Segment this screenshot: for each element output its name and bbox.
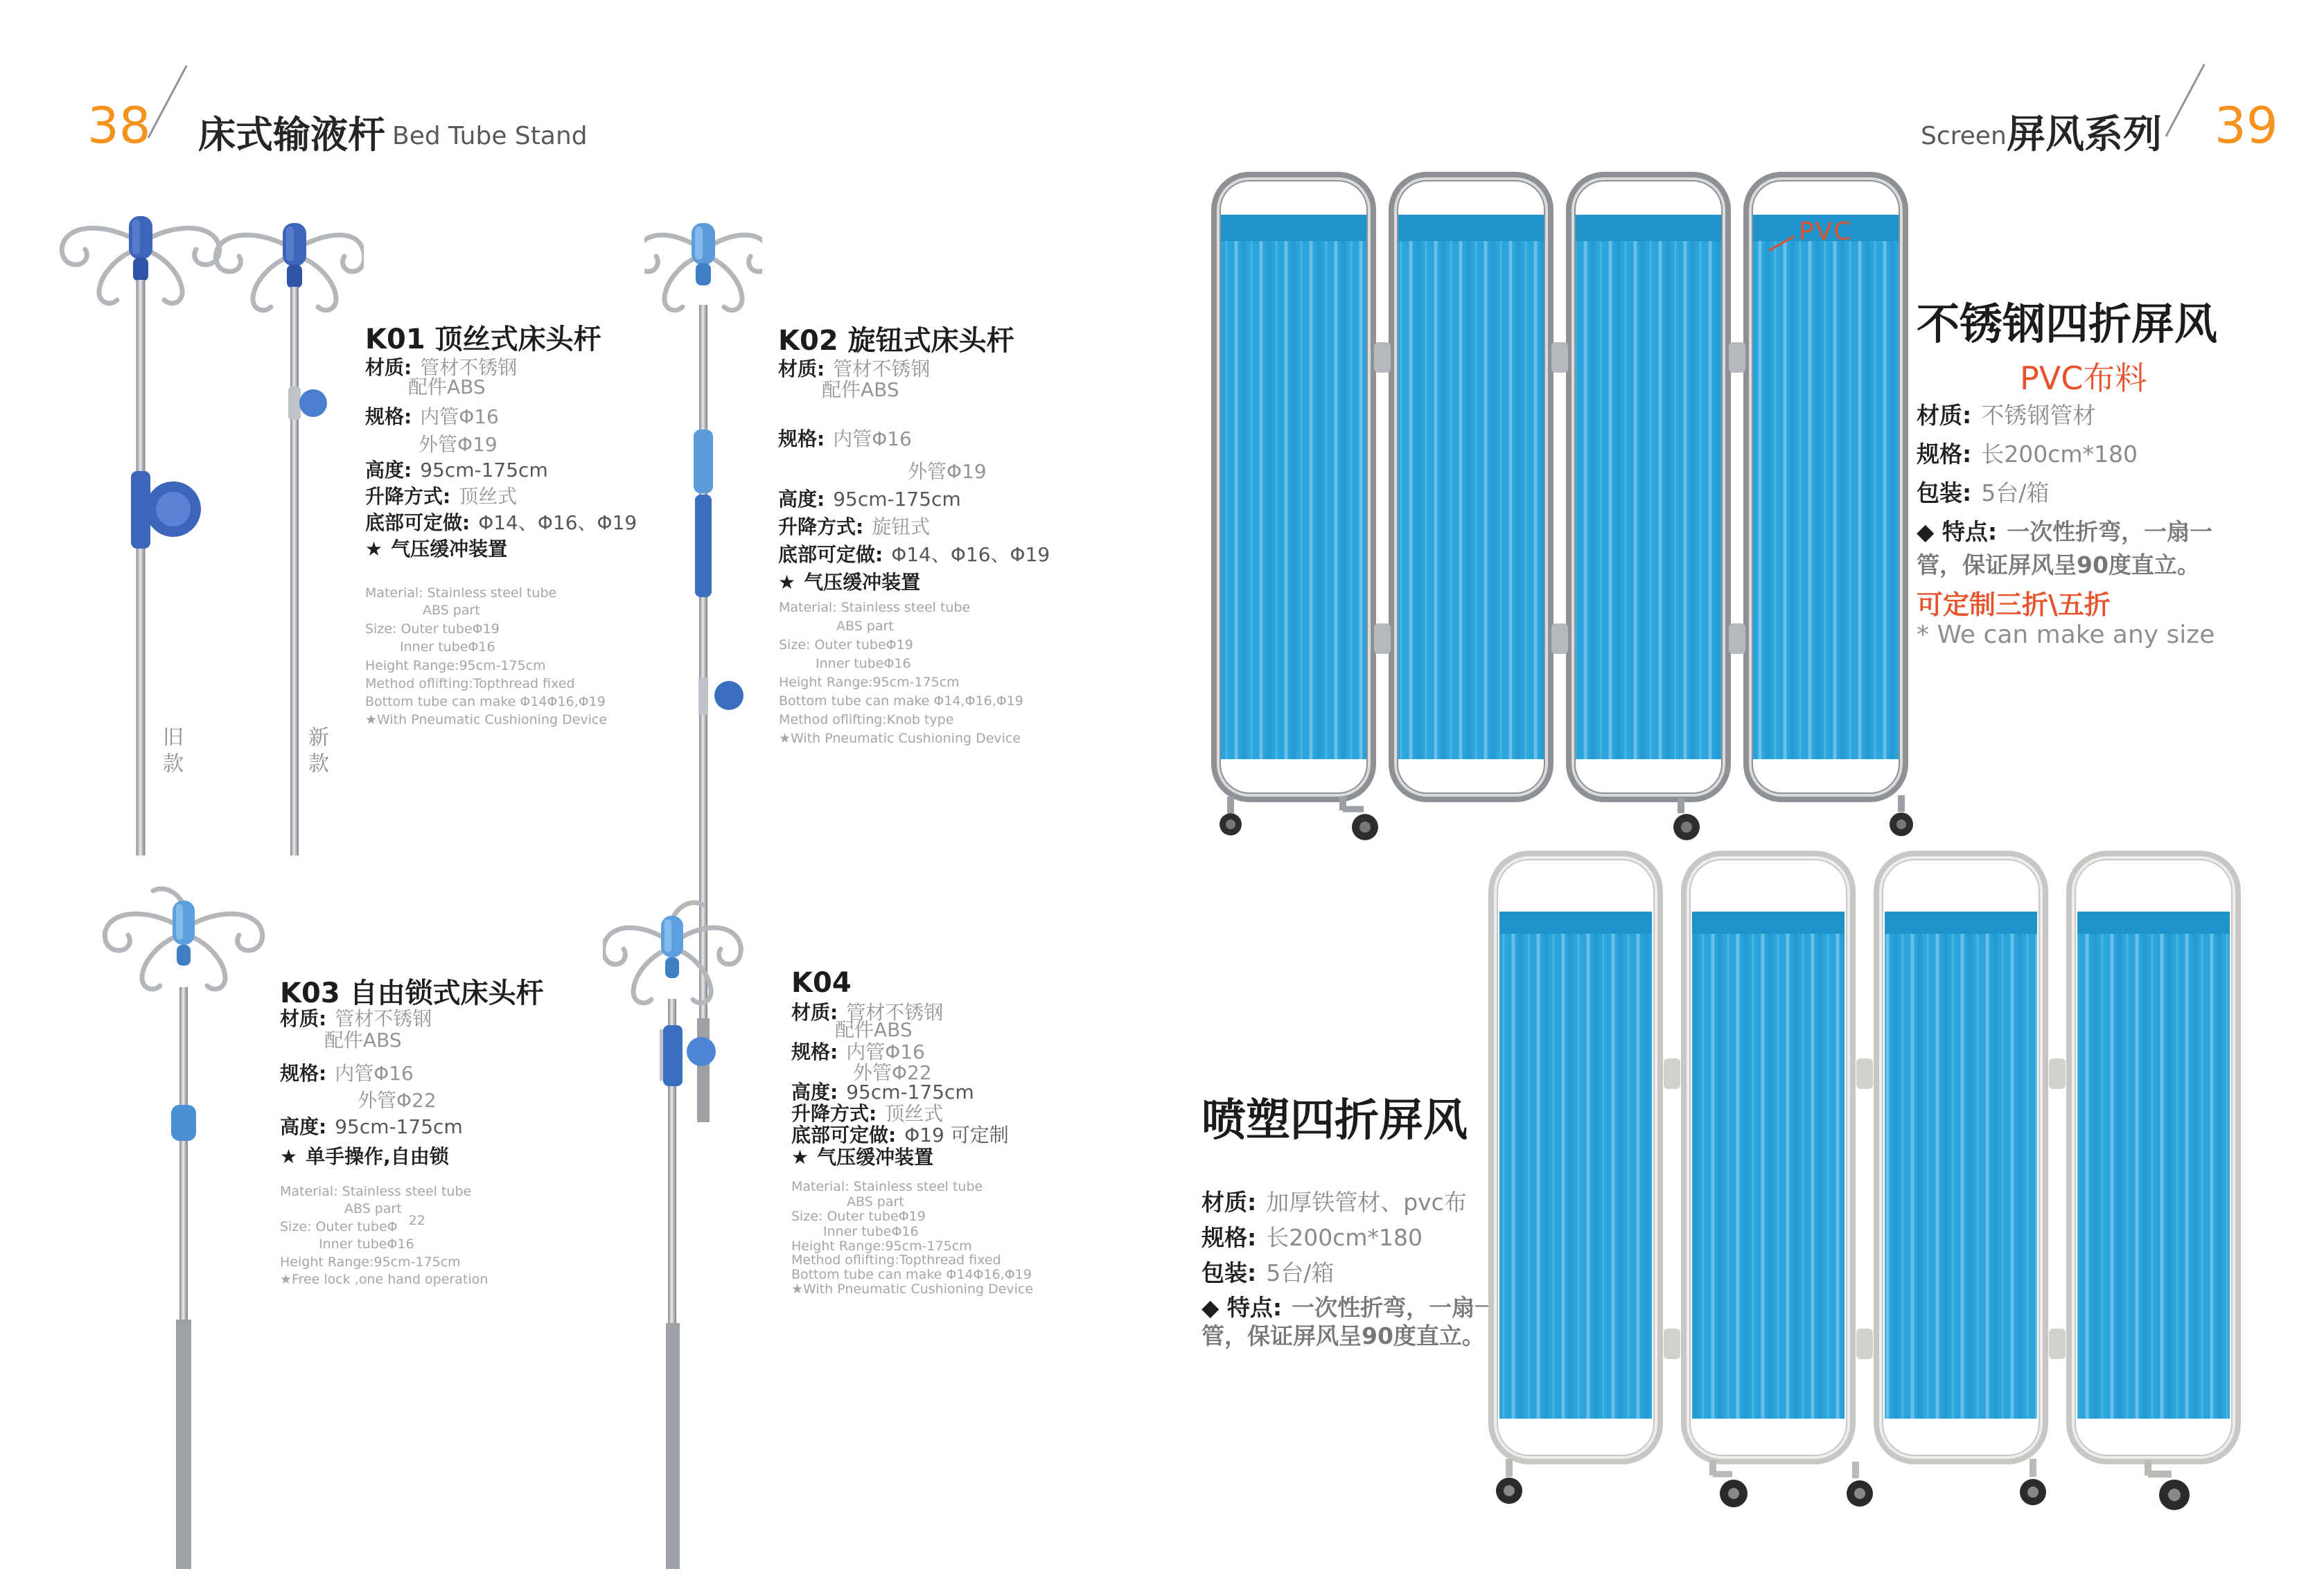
eng-line: ABS part <box>847 1194 904 1209</box>
caster-wheel <box>1673 798 1700 840</box>
k02-title: K02 旋钮式床头杆 <box>778 325 1014 357</box>
eng-line: Height Range:95cm-175cm <box>365 658 546 673</box>
adjust-knob <box>299 389 327 417</box>
spec-value: 95cm-175cm <box>420 459 548 481</box>
spec-label: 规格: <box>280 1062 327 1085</box>
eng-line: Inner tubeΦ16 <box>816 656 911 671</box>
page-title-cn-left: 床式输液杆 <box>198 113 385 157</box>
spec-label: 材质: <box>778 357 825 380</box>
feature-text: 一次性折弯，一扇一 <box>1292 1294 1498 1321</box>
spec-label: 高度: <box>791 1081 838 1103</box>
spec-value: 顶丝式 <box>459 485 518 508</box>
custom-fold-note: 可定制三折\五折 <box>1917 589 2111 620</box>
spec-value: 5台/箱 <box>1266 1259 1335 1286</box>
page-title-cn-right: 屏风系列 <box>2007 112 2162 157</box>
spec-value: 管材不锈钢 <box>833 357 931 380</box>
screen1-title: 不锈钢四折屏风 <box>1917 299 2218 349</box>
k01-title: K01 顶丝式床头杆 <box>365 323 601 355</box>
spec-value: 气压缓冲装置 <box>391 538 508 560</box>
bottom-tube <box>666 1323 680 1569</box>
screen-panel <box>1393 177 1549 797</box>
spec-value: 外管Φ22 <box>358 1089 437 1112</box>
caster-wheel <box>1847 1462 1873 1507</box>
spec-label: 材质: <box>1201 1189 1257 1216</box>
spec-label: 材质: <box>1917 402 1972 429</box>
page-title-en-right: Screen <box>1921 122 2007 150</box>
eng-line: Height Range:95cm-175cm <box>280 1254 461 1270</box>
spec-value: 外管Φ19 <box>419 433 498 456</box>
eng-line: Material: Stainless steel tube <box>365 585 557 601</box>
spec-value: 加厚铁管材、pvc布 <box>1266 1189 1467 1216</box>
k04-pole-top <box>604 903 741 1003</box>
spec-value: 管材不锈钢 <box>335 1007 432 1030</box>
eng-line: Size: Outer tubeΦ19 <box>779 637 913 653</box>
spec-label: 高度: <box>365 459 412 481</box>
eng-line: Material: Stainless steel tube <box>280 1184 472 1199</box>
k03-pole-top <box>105 889 262 989</box>
spec-label: 升降方式: <box>365 485 451 508</box>
caster-wheel <box>2020 1459 2046 1505</box>
spec-label: 规格: <box>791 1040 838 1063</box>
eng-line: Method oflifting:Topthread fixed <box>365 676 575 691</box>
spec-value: 旋钮式 <box>872 515 931 538</box>
eng-line: Height Range:95cm-175cm <box>791 1239 972 1254</box>
star-icon: ★ <box>791 1146 809 1169</box>
eng-line: ★With Pneumatic Cushioning Device <box>791 1282 1034 1297</box>
k01-old-pole <box>62 216 219 855</box>
spec-label: 材质: <box>280 1007 327 1030</box>
spec-value: 内管Φ16 <box>833 427 912 450</box>
spec-label: 升降方式: <box>791 1102 877 1125</box>
star-icon: ★ <box>778 571 796 594</box>
eng-line: ABS part <box>836 619 894 634</box>
screen-panel <box>1571 177 1726 797</box>
any-size-note: * We can make any size <box>1917 621 2215 649</box>
spec-value: 长200cm*180 <box>1981 441 2138 468</box>
spec-label: 底部可定做: <box>365 511 470 534</box>
knob <box>687 1037 716 1066</box>
spec-value: 顶丝式 <box>885 1102 944 1125</box>
star-icon: ★ <box>365 538 383 560</box>
feature-text: 管，保证屏风呈90度直立。 <box>1917 551 2200 578</box>
spec-label: 底部可定做: <box>791 1124 897 1146</box>
bottom-tube <box>176 1320 191 1569</box>
caster-wheel <box>1496 1459 1522 1504</box>
stainless-folding-screen-image <box>1207 172 1921 847</box>
spec-value: 外管Φ19 <box>908 460 987 483</box>
spec-label: 材质: <box>791 1001 838 1024</box>
eng-line: Height Range:95cm-175cm <box>779 675 960 690</box>
spec-value: 外管Φ22 <box>853 1061 932 1084</box>
eng-line: Material: Stainless steel tube <box>791 1179 983 1194</box>
caster-wheel <box>2145 1460 2190 1510</box>
eng-line: ABS part <box>344 1201 402 1216</box>
page-number-38: 38 <box>87 96 151 154</box>
spec-label: 包装: <box>1917 479 1972 506</box>
size-superscript: 22 <box>408 1213 425 1228</box>
spec-value: 95cm-175cm <box>833 488 961 511</box>
star-icon: ★ <box>280 1145 298 1168</box>
feature-text: 一次性折弯，一扇一 <box>2007 518 2213 545</box>
spec-value: Φ14、Φ16、Φ19 <box>478 511 637 534</box>
screen-panel <box>1493 855 1658 1460</box>
spec-value: 不锈钢管材 <box>1981 402 2096 429</box>
spec-value: 配件ABS <box>408 375 486 398</box>
grip-sleeve-lower <box>695 495 712 597</box>
k03-iv-pole-image <box>66 876 294 1569</box>
eng-line: Method oflifting:Topthread fixed <box>791 1252 1001 1268</box>
eng-line: Size: Outer tubeΦ 22 <box>280 1213 425 1234</box>
spec-label: 底部可定做: <box>778 543 883 566</box>
header-slash-left <box>148 65 188 139</box>
spec-label: 规格: <box>365 405 412 428</box>
eng-line: Material: Stainless steel tube <box>779 600 971 615</box>
spec-value: 内管Φ16 <box>420 405 499 428</box>
header-slash-right <box>2165 64 2206 137</box>
feature-label: ◆ 特点: <box>1201 1294 1283 1321</box>
clamp <box>663 1025 683 1086</box>
eng-line: Inner tubeΦ16 <box>319 1236 414 1252</box>
new-style-label: 新款 <box>304 726 328 779</box>
eng-line: Size: Outer tubeΦ19 <box>365 621 500 637</box>
spec-label: 材质: <box>365 356 412 379</box>
spec-value: 气压缓冲装置 <box>817 1146 934 1169</box>
caster-wheel <box>1890 795 1913 836</box>
spec-value: 95cm-175cm <box>335 1115 463 1138</box>
eng-line: Inner tubeΦ16 <box>823 1224 919 1239</box>
spec-value: Φ19 可定制 <box>904 1124 1009 1146</box>
page-title-en-left: Bed Tube Stand <box>392 122 588 150</box>
eng-line: Bottom tube can make Φ14Φ16,Φ19 <box>365 694 606 709</box>
eng-line: Bottom tube can make Φ14Φ16,Φ19 <box>791 1267 1032 1282</box>
feature-text: 管，保证屏风呈90度直立。 <box>1201 1322 1485 1349</box>
spec-value: 内管Φ16 <box>846 1040 925 1063</box>
k02-pole-top <box>644 223 762 310</box>
spec-value: 配件ABS <box>822 378 899 401</box>
eng-line: Inner tubeΦ16 <box>400 639 495 655</box>
caster-wheel <box>1339 797 1378 840</box>
eng-line: Size: Outer tubeΦ19 <box>791 1209 926 1224</box>
screen-panel <box>1216 177 1371 797</box>
eng-line: Bottom tube can make Φ14,Φ16,Φ19 <box>779 693 1023 709</box>
eng-line: ★With Pneumatic Cushioning Device <box>365 712 608 727</box>
spec-label: 升降方式: <box>778 515 864 538</box>
old-style-label: 旧款 <box>159 726 183 779</box>
spec-label: 高度: <box>778 488 825 511</box>
k03-title: K03 自由锁式床头杆 <box>280 977 544 1009</box>
eng-line: ★With Pneumatic Cushioning Device <box>779 731 1021 746</box>
eng-line: ★Free lock ,one hand operation <box>280 1272 488 1287</box>
spec-label: 高度: <box>280 1115 327 1138</box>
spec-value: 配件ABS <box>835 1018 913 1041</box>
k01-new-pole <box>215 223 364 855</box>
spec-value: 单手操作,自由锁 <box>306 1145 449 1168</box>
spec-value: 管材不锈钢 <box>846 1001 944 1024</box>
feature-label: ◆ 特点: <box>1917 518 1998 545</box>
spec-value: 长200cm*180 <box>1266 1224 1423 1251</box>
spec-label: 规格: <box>1201 1224 1257 1251</box>
spec-value: 管材不锈钢 <box>420 356 518 379</box>
page-number-39: 39 <box>2215 96 2278 154</box>
k04-title: K04 <box>791 967 852 999</box>
caster-wheel <box>1709 1460 1748 1507</box>
screen-panel <box>1748 177 1903 797</box>
free-lock-ring <box>171 1105 196 1141</box>
spec-label: 规格: <box>1917 441 1972 468</box>
screen-panel <box>1686 855 1851 1460</box>
grip-sleeve <box>694 429 713 493</box>
spec-value: 内管Φ16 <box>335 1062 414 1085</box>
spec-value: Φ14、Φ16、Φ19 <box>891 543 1050 566</box>
screen-panel <box>1878 855 2043 1460</box>
knob <box>714 681 743 710</box>
spec-value: 95cm-175cm <box>846 1081 974 1103</box>
fabric-tag: PVC布料 <box>2020 360 2147 397</box>
spec-value: 配件ABS <box>324 1029 402 1052</box>
screen2-title: 喷塑四折屏风 <box>1201 1095 1468 1146</box>
spec-label: 规格: <box>778 427 825 450</box>
eng-line: ABS part <box>423 603 480 618</box>
spec-value: 气压缓冲装置 <box>804 571 921 594</box>
spec-value: 5台/箱 <box>1981 479 2050 506</box>
coated-folding-screen-image <box>1484 851 2250 1533</box>
k04-iv-pole-image <box>603 894 748 1569</box>
caster-wheel <box>1220 797 1242 835</box>
screen-panel <box>2071 855 2236 1460</box>
pvc-callout-label: PVC <box>1799 218 1853 246</box>
eng-line: Method oflifting:Knob type <box>779 712 954 727</box>
spec-label: 包装: <box>1201 1259 1257 1286</box>
